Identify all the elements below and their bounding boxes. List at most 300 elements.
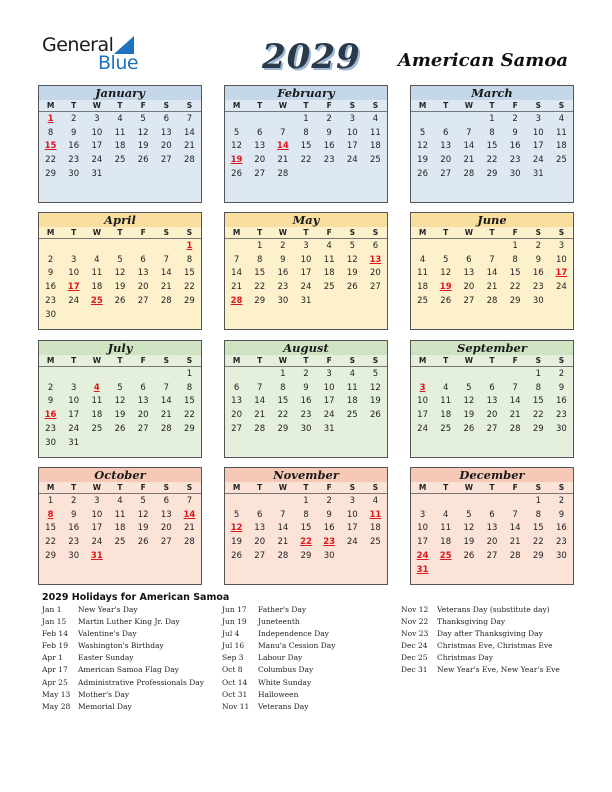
calendar-year: 2029	[262, 37, 361, 77]
day-cell: 15	[277, 396, 289, 407]
weekday-header: T	[71, 228, 77, 237]
empty-day-cell	[434, 181, 457, 195]
day-cell: 27	[254, 169, 266, 180]
day-cell: 1	[535, 495, 541, 506]
day-cell: 16	[556, 523, 567, 534]
day-cell: 16	[68, 141, 80, 152]
day-cell: 28	[254, 424, 266, 435]
day-cell: 15	[45, 523, 56, 534]
day-cell: 22	[254, 282, 266, 293]
empty-day-cell	[411, 112, 434, 126]
day-cell: 1	[257, 240, 263, 251]
day-cell: 24	[417, 424, 428, 435]
empty-day-cell	[271, 563, 294, 577]
holiday-row	[42, 617, 204, 629]
holiday-row	[222, 617, 335, 629]
empty-day-cell	[39, 181, 62, 195]
day-cell: 13	[137, 396, 149, 407]
weekday-header: S	[349, 356, 355, 365]
holiday-row	[222, 690, 335, 702]
holiday-name: Veterans Day	[258, 701, 309, 711]
empty-day-cell	[504, 367, 527, 381]
day-cell: 13	[254, 141, 266, 152]
day-cell: 16	[45, 282, 56, 293]
weekday-header: S	[535, 356, 541, 365]
day-cell: 27	[160, 537, 172, 548]
day-cell: 31	[532, 169, 544, 180]
holiday-day-cell: 4	[93, 382, 100, 393]
weekday-header: M	[46, 483, 55, 492]
holiday-row	[42, 678, 204, 690]
holiday-date: Apr 1	[42, 653, 63, 663]
holiday-day-cell: 11	[369, 509, 382, 520]
empty-day-cell	[434, 494, 457, 508]
empty-day-cell	[132, 308, 155, 322]
day-cell: 4	[419, 254, 426, 265]
weekday-header: F	[512, 228, 518, 237]
day-cell: 15	[300, 141, 312, 152]
weekday-header: T	[303, 101, 309, 110]
day-cell: 27	[160, 155, 172, 166]
day-cell: 25	[417, 296, 428, 307]
empty-day-cell	[155, 563, 178, 577]
day-cell: 14	[160, 396, 172, 407]
day-cell: 29	[184, 296, 195, 307]
day-cell: 12	[114, 396, 126, 407]
day-cell: 26	[463, 551, 475, 562]
empty-day-cell	[434, 112, 457, 126]
empty-day-cell	[39, 239, 62, 253]
empty-day-cell	[550, 308, 573, 322]
holiday-date: Feb 14	[42, 629, 68, 639]
day-cell: 22	[300, 155, 312, 166]
day-cell: 8	[535, 509, 541, 520]
empty-day-cell	[341, 181, 364, 195]
day-cell: 29	[300, 551, 312, 562]
holidays-title: 2029 Holidays for American Samoa	[42, 592, 230, 603]
day-cell: 14	[463, 141, 475, 152]
day-cell: 14	[277, 523, 289, 534]
day-cell: 5	[443, 254, 449, 265]
day-cell: 11	[370, 127, 381, 138]
month-title: June	[411, 213, 573, 227]
day-cell: 9	[47, 268, 54, 279]
day-cell: 2	[71, 113, 77, 124]
weekday-header: S	[349, 101, 355, 110]
day-cell: 5	[140, 495, 146, 506]
day-cell: 11	[114, 509, 126, 520]
day-cell: 25	[556, 155, 567, 166]
day-cell: 10	[300, 254, 312, 265]
empty-day-cell	[155, 239, 178, 253]
day-cell: 16	[277, 268, 289, 279]
empty-day-cell	[411, 436, 434, 450]
empty-day-cell	[480, 308, 503, 322]
holiday-date: Apr 17	[42, 665, 68, 675]
day-cell: 10	[417, 523, 428, 534]
day-cell: 4	[443, 509, 449, 520]
weekday-header: S	[186, 483, 193, 492]
day-cell: 7	[163, 382, 169, 393]
day-cell: 4	[349, 368, 355, 379]
empty-day-cell	[178, 436, 201, 450]
empty-day-cell	[341, 422, 364, 436]
empty-day-cell	[294, 436, 317, 450]
weekday-header: W	[464, 101, 473, 110]
day-cell: 22	[486, 155, 498, 166]
day-cell: 26	[417, 169, 428, 180]
day-cell: 30	[277, 296, 289, 307]
holiday-date: May 28	[42, 701, 71, 711]
holiday-row	[42, 629, 204, 641]
month-december	[410, 467, 574, 585]
day-cell: 2	[71, 495, 77, 506]
day-cell: 25	[323, 282, 335, 293]
day-cell: 29	[486, 169, 498, 180]
day-cell: 31	[323, 424, 335, 435]
holiday-row	[401, 605, 560, 617]
day-cell: 12	[463, 523, 475, 534]
day-cell: 10	[556, 254, 567, 265]
weekday-header: M	[418, 101, 427, 110]
day-cell: 6	[233, 382, 240, 393]
day-cell: 27	[463, 296, 475, 307]
holiday-day-cell: 15	[44, 141, 57, 152]
empty-day-cell	[550, 436, 573, 450]
day-cell: 9	[71, 127, 77, 138]
day-cell: 1	[512, 240, 518, 251]
day-cell: 1	[535, 368, 541, 379]
day-cell: 8	[303, 509, 309, 520]
day-cell: 18	[370, 141, 381, 152]
day-cell: 26	[137, 155, 149, 166]
holiday-row	[401, 617, 560, 629]
day-cell: 31	[91, 169, 103, 180]
weekday-header: S	[163, 483, 169, 492]
day-cell: 19	[370, 396, 381, 407]
weekday-header: W	[278, 228, 287, 237]
holiday-date: Oct 8	[222, 665, 243, 675]
day-cell: 11	[323, 254, 335, 265]
weekday-header: T	[117, 356, 123, 365]
weekday-header: M	[232, 101, 241, 110]
day-cell: 16	[323, 523, 335, 534]
day-cell: 23	[68, 537, 80, 548]
day-cell: 17	[417, 410, 428, 421]
holiday-day-cell: 25	[90, 296, 103, 307]
holiday-date: Nov 11	[222, 701, 250, 711]
holiday-date: Sep 3	[222, 653, 244, 663]
holiday-date: Nov 12	[401, 605, 429, 614]
day-cell: 3	[535, 113, 541, 124]
empty-day-cell	[341, 294, 364, 308]
day-cell: 1	[303, 113, 309, 124]
day-cell: 27	[231, 424, 242, 435]
day-cell: 10	[91, 509, 103, 520]
day-cell: 23	[300, 410, 312, 421]
day-cell: 2	[303, 368, 309, 379]
empty-day-cell	[434, 436, 457, 450]
weekday-header: M	[46, 228, 55, 237]
holiday-row	[222, 653, 335, 665]
day-cell: 30	[45, 309, 56, 320]
day-cell: 23	[68, 155, 80, 166]
holiday-name: White Sunday	[258, 677, 312, 687]
holiday-name: Christmas Eve, Christmas Eve	[437, 641, 553, 651]
empty-day-cell	[527, 563, 550, 577]
holiday-day-cell: 24	[416, 551, 429, 562]
day-cell: 13	[160, 127, 172, 138]
logo-text-general: General	[42, 34, 114, 56]
day-cell: 20	[486, 410, 498, 421]
day-cell: 30	[68, 551, 80, 562]
empty-day-cell	[364, 549, 387, 563]
day-cell: 3	[71, 382, 77, 393]
day-cell: 23	[323, 155, 335, 166]
day-cell: 20	[160, 523, 172, 534]
empty-day-cell	[39, 367, 62, 381]
weekday-header: T	[303, 483, 309, 492]
empty-day-cell	[132, 181, 155, 195]
day-cell: 17	[323, 396, 335, 407]
empty-day-cell	[480, 239, 503, 253]
holiday-row	[42, 653, 204, 665]
weekday-header: S	[535, 101, 541, 110]
empty-day-cell	[294, 308, 317, 322]
holiday-row	[401, 629, 560, 641]
holiday-name: Independence Day	[258, 629, 329, 639]
day-cell: 26	[370, 410, 381, 421]
day-cell: 28	[184, 155, 195, 166]
day-cell: 25	[370, 537, 381, 548]
day-cell: 9	[558, 382, 565, 393]
empty-day-cell	[457, 308, 480, 322]
day-cell: 15	[532, 396, 544, 407]
weekday-header: S	[535, 483, 541, 492]
day-cell: 7	[163, 254, 169, 265]
day-cell: 24	[532, 155, 544, 166]
day-cell: 6	[140, 254, 146, 265]
weekday-header: S	[349, 228, 355, 237]
month-title: September	[411, 341, 573, 355]
empty-day-cell	[85, 563, 108, 577]
day-cell: 29	[532, 551, 544, 562]
day-cell: 11	[91, 396, 103, 407]
empty-day-cell	[108, 239, 131, 253]
day-cell: 5	[349, 240, 355, 251]
brand-logo	[42, 34, 142, 74]
holiday-day-cell: 28	[230, 296, 243, 307]
day-cell: 12	[417, 141, 428, 152]
weekday-header: M	[418, 483, 427, 492]
weekday-header: S	[372, 228, 379, 237]
weekday-header: T	[443, 228, 449, 237]
day-cell: 26	[137, 537, 149, 548]
month-title: November	[225, 468, 387, 482]
weekday-header: F	[140, 356, 146, 365]
month-title: October	[39, 468, 201, 482]
day-cell: 17	[68, 410, 80, 421]
day-cell: 13	[486, 523, 498, 534]
day-cell: 6	[443, 127, 449, 138]
empty-day-cell	[318, 563, 341, 577]
day-cell: 26	[440, 296, 452, 307]
day-cell: 22	[277, 410, 289, 421]
day-cell: 15	[486, 141, 498, 152]
day-cell: 4	[94, 254, 100, 265]
holiday-name: Administrative Professionals Day	[78, 677, 204, 687]
day-cell: 19	[114, 410, 126, 421]
empty-day-cell	[225, 112, 248, 126]
holiday-date: Jun 17	[222, 605, 247, 614]
day-cell: 20	[137, 282, 149, 293]
day-cell: 3	[349, 113, 355, 124]
holiday-row	[42, 702, 204, 714]
day-cell: 13	[463, 268, 475, 279]
empty-day-cell	[271, 494, 294, 508]
day-cell: 5	[140, 113, 146, 124]
day-cell: 13	[486, 396, 498, 407]
day-cell: 18	[346, 396, 358, 407]
empty-day-cell	[480, 494, 503, 508]
day-cell: 8	[512, 254, 518, 265]
day-cell: 30	[556, 551, 567, 562]
holiday-name: Father's Day	[258, 605, 307, 614]
holiday-name: Veterans Day (substitute day)	[437, 605, 550, 614]
empty-day-cell	[271, 308, 294, 322]
day-cell: 21	[231, 282, 242, 293]
holiday-column	[401, 605, 560, 678]
weekday-header: S	[558, 101, 565, 110]
day-cell: 3	[419, 509, 426, 520]
day-cell: 21	[486, 282, 498, 293]
day-cell: 10	[323, 382, 335, 393]
day-cell: 27	[440, 169, 452, 180]
holiday-row	[401, 653, 560, 665]
month-march	[410, 85, 574, 203]
day-cell: 29	[254, 296, 266, 307]
empty-day-cell	[62, 367, 85, 381]
day-cell: 23	[509, 155, 521, 166]
day-cell: 2	[326, 113, 332, 124]
empty-day-cell	[411, 494, 434, 508]
empty-day-cell	[62, 181, 85, 195]
holiday-date: Oct 14	[222, 677, 248, 687]
holiday-date: Jan 1	[42, 605, 62, 614]
holiday-day-cell: 14	[276, 141, 289, 152]
day-cell: 27	[486, 551, 498, 562]
day-cell: 21	[277, 537, 289, 548]
empty-day-cell	[132, 436, 155, 450]
day-cell: 1	[47, 495, 54, 506]
empty-day-cell	[108, 549, 131, 563]
day-cell: 24	[346, 155, 358, 166]
empty-day-cell	[294, 563, 317, 577]
day-cell: 19	[346, 268, 358, 279]
day-cell: 25	[114, 537, 126, 548]
weekday-header: W	[464, 483, 473, 492]
day-cell: 18	[114, 523, 126, 534]
holiday-row	[222, 641, 335, 653]
weekday-header: F	[326, 101, 332, 110]
holiday-name: Mother's Day	[78, 689, 130, 699]
empty-day-cell	[364, 422, 387, 436]
empty-day-cell	[132, 167, 155, 181]
holiday-row	[42, 665, 204, 677]
holiday-name: Valentine's Day	[78, 629, 137, 639]
holiday-day-cell: 1	[47, 113, 54, 124]
empty-day-cell	[155, 436, 178, 450]
day-cell: 2	[512, 113, 518, 124]
weekday-header: T	[303, 356, 309, 365]
empty-day-cell	[480, 181, 503, 195]
empty-day-cell	[411, 367, 434, 381]
day-cell: 18	[556, 141, 567, 152]
empty-day-cell	[318, 308, 341, 322]
holiday-date: Dec 24	[401, 641, 428, 651]
day-cell: 7	[233, 254, 240, 265]
day-cell: 21	[463, 155, 475, 166]
day-cell: 15	[184, 268, 195, 279]
empty-day-cell	[341, 549, 364, 563]
day-cell: 20	[440, 155, 452, 166]
day-cell: 17	[300, 268, 312, 279]
day-cell: 22	[184, 410, 195, 421]
holiday-row	[222, 702, 335, 714]
holiday-name: Easter Sunday	[78, 653, 134, 663]
day-cell: 26	[346, 282, 358, 293]
empty-day-cell	[248, 436, 271, 450]
empty-day-cell	[248, 181, 271, 195]
day-cell: 3	[326, 368, 332, 379]
empty-day-cell	[504, 494, 527, 508]
holiday-row	[42, 690, 204, 702]
holiday-name: Memorial Day	[78, 701, 132, 711]
day-cell: 19	[114, 282, 126, 293]
holiday-name: Juneteenth	[258, 617, 300, 627]
empty-day-cell	[318, 436, 341, 450]
holiday-name: Halloween	[258, 689, 299, 699]
weekday-header: W	[278, 101, 287, 110]
day-cell: 14	[160, 268, 172, 279]
holiday-row	[401, 641, 560, 653]
day-cell: 8	[186, 382, 193, 393]
day-cell: 17	[346, 141, 358, 152]
day-cell: 7	[257, 382, 263, 393]
empty-day-cell	[225, 367, 248, 381]
holiday-date: Nov 22	[401, 617, 429, 627]
weekday-header: F	[512, 483, 518, 492]
empty-day-cell	[480, 367, 503, 381]
empty-day-cell	[248, 494, 271, 508]
empty-day-cell	[364, 181, 387, 195]
day-cell: 30	[68, 169, 80, 180]
empty-day-cell	[294, 167, 317, 181]
day-cell: 8	[186, 254, 193, 265]
empty-day-cell	[318, 181, 341, 195]
month-february	[224, 85, 388, 203]
empty-day-cell	[411, 239, 434, 253]
weekday-header: S	[186, 228, 193, 237]
holiday-row	[401, 665, 560, 677]
day-cell: 17	[532, 141, 544, 152]
day-cell: 19	[231, 537, 242, 548]
holiday-date: May 13	[42, 689, 71, 699]
day-cell: 1	[303, 495, 309, 506]
empty-day-cell	[457, 436, 480, 450]
empty-day-cell	[85, 181, 108, 195]
day-cell: 23	[45, 296, 56, 307]
